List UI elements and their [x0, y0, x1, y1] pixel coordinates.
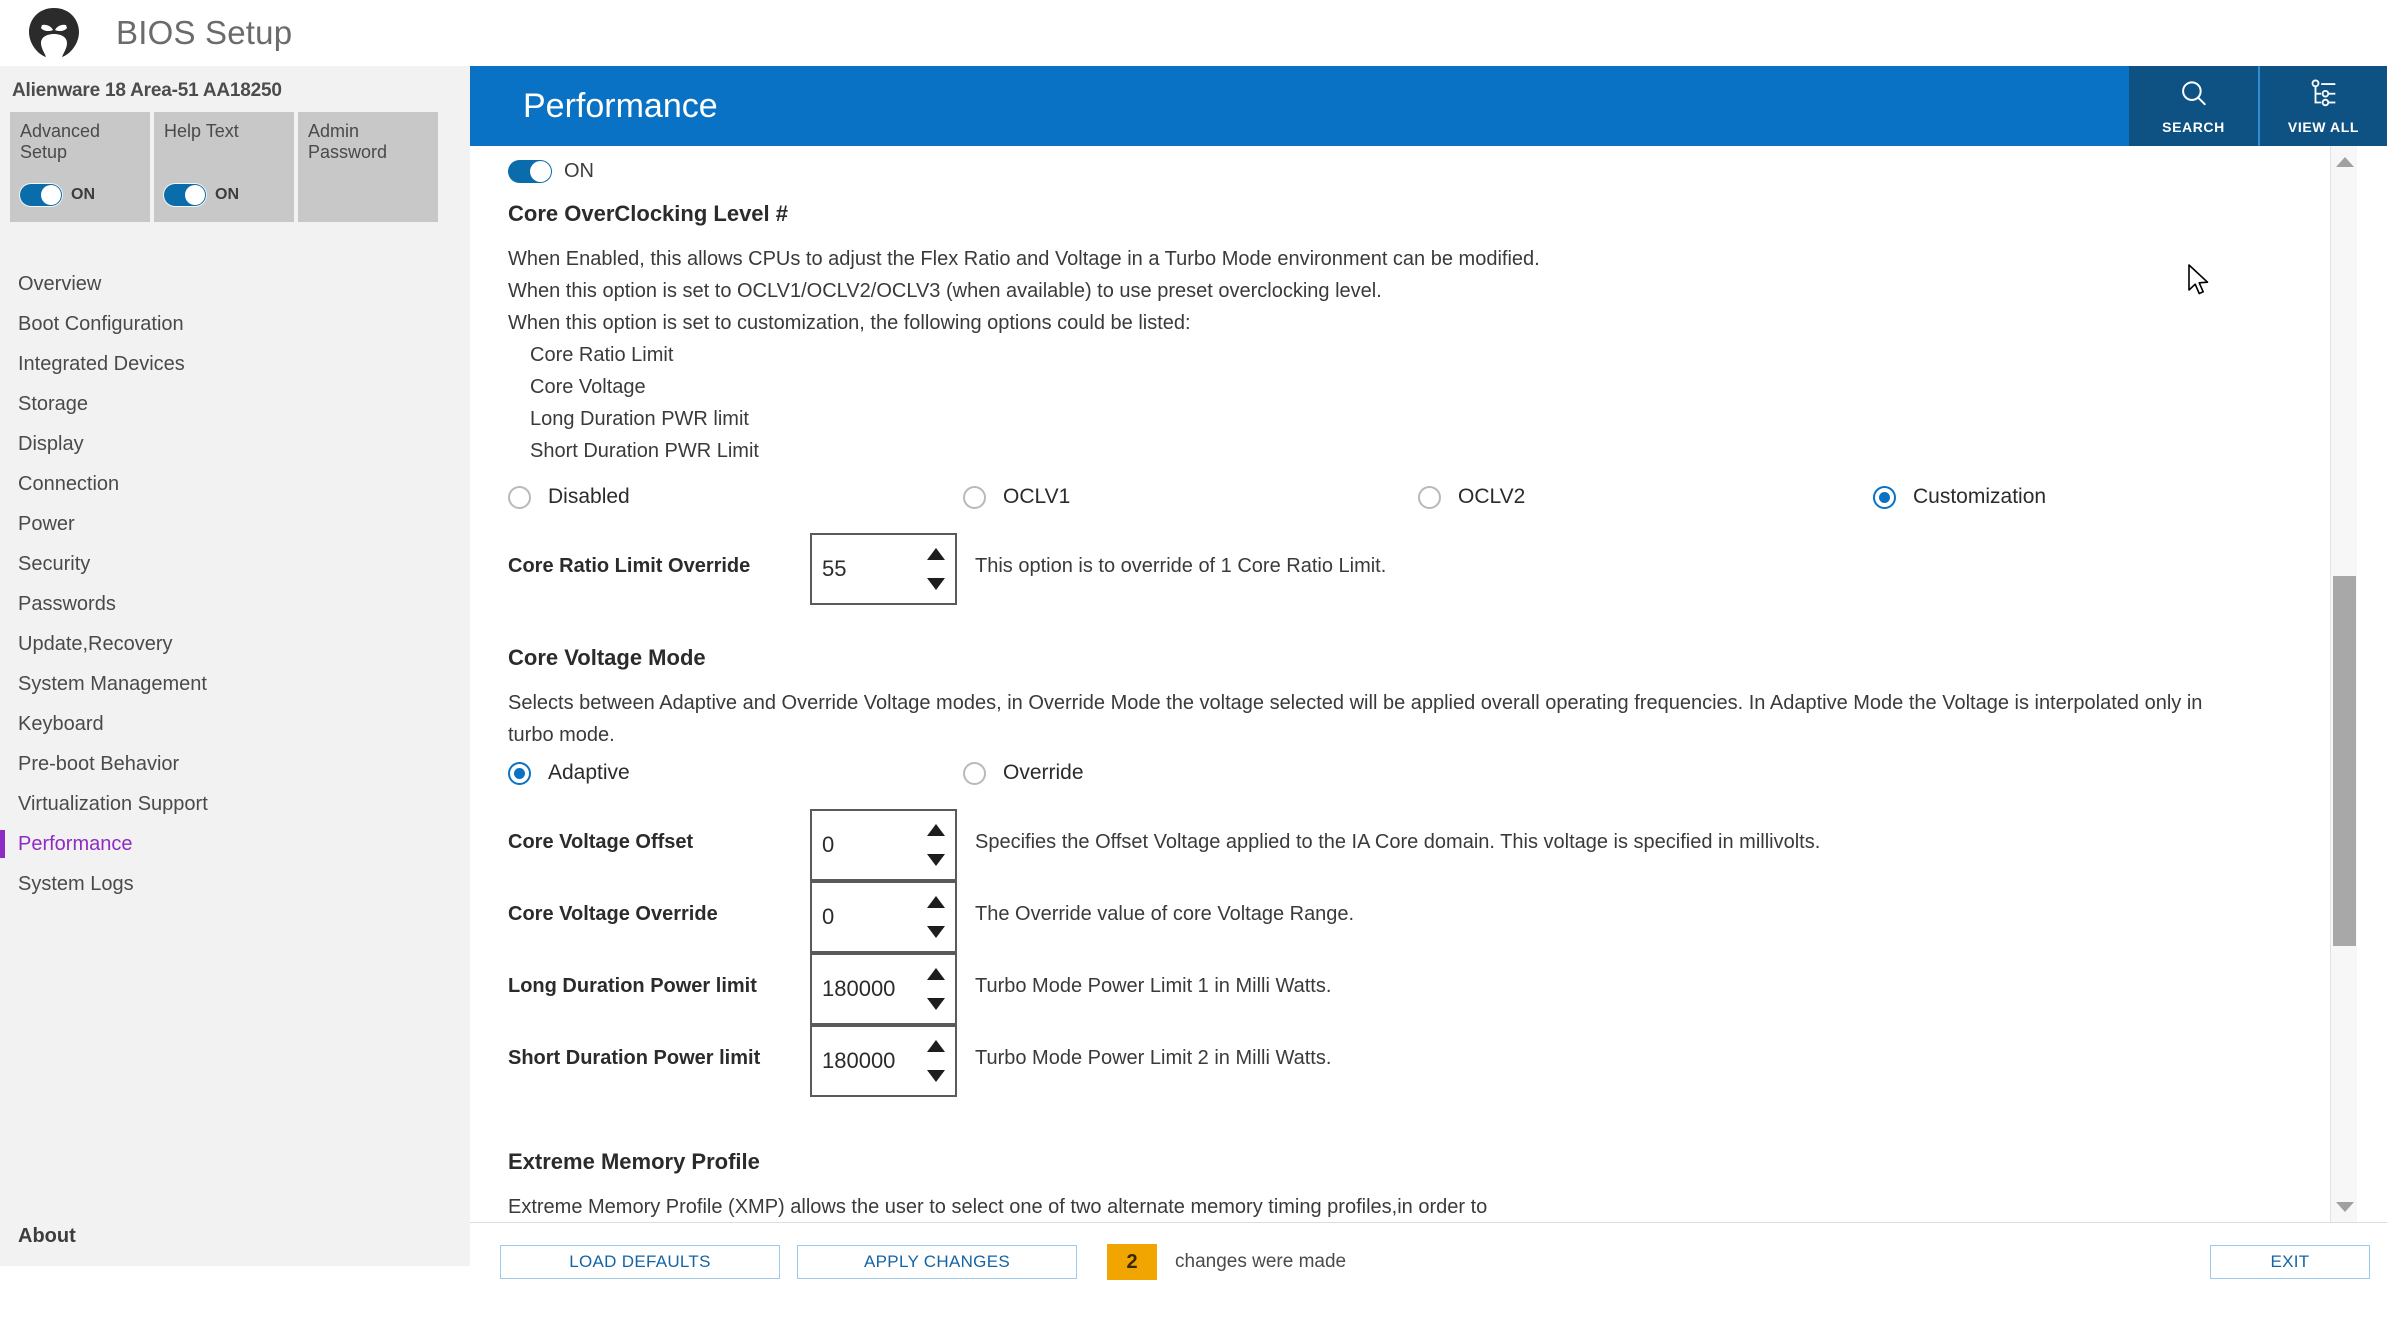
settings-scroll-area	[470, 146, 2330, 1255]
sidebar-item-label: Passwords	[18, 593, 116, 615]
chevron-down-icon	[2336, 1202, 2354, 1212]
hyper-threading-toggle[interactable]	[470, 146, 2330, 183]
sidebar-item-system-management[interactable]	[0, 664, 470, 704]
stepper-increment-icon[interactable]	[927, 824, 945, 836]
long-duration-power-limit-help: Turbo Mode Power Limit 1 in Milli Watts.	[975, 975, 1332, 997]
core-voltage-offset-label: Core Voltage Offset	[508, 831, 694, 853]
view-all-icon	[2307, 77, 2341, 111]
search-button[interactable]	[2129, 66, 2258, 146]
search-button-label: SEARCH	[2162, 119, 2225, 135]
desc-sub-item: Short Duration PWR Limit	[530, 440, 759, 462]
radio-label: Customization	[1913, 485, 2047, 508]
radio-option-disabled[interactable]	[508, 485, 963, 509]
view-all-button[interactable]	[2258, 66, 2387, 146]
desc-line: Extreme Memory Profile (XMP) allows the user to select one of two alternate memory timing profiles,in order to	[508, 1196, 1488, 1218]
sidebar	[0, 66, 470, 1266]
radio-label: Adaptive	[548, 761, 630, 784]
sidebar-item-keyboard[interactable]	[0, 704, 470, 744]
core-voltage-override-stepper[interactable]	[810, 881, 957, 953]
stepper-value[interactable]: 0	[822, 832, 835, 857]
long-duration-power-limit-stepper[interactable]	[810, 953, 957, 1025]
search-icon	[2177, 77, 2211, 111]
core-voltage-mode-description: Selects between Adaptive and Override Voltage modes, in Override Mode the voltage selected will be applied overall operating frequencies. In Adaptive Mode the Voltage is interpolated only in turbo mode.	[508, 692, 2203, 746]
scrollbar-up-button[interactable]	[2331, 148, 2358, 175]
sidebar-item-passwords[interactable]	[0, 584, 470, 624]
desc-line: When this option is set to customization, the following options could be listed:	[508, 312, 1191, 334]
sidebar-item-label: System Management	[18, 673, 207, 695]
radio-option-override[interactable]	[963, 761, 1084, 785]
radio-icon-selected	[508, 762, 531, 785]
toggle-knob	[530, 161, 551, 182]
chevron-up-icon	[2336, 157, 2354, 167]
sidebar-item-label: Pre-boot Behavior	[18, 753, 180, 775]
stepper-decrement-icon[interactable]	[927, 578, 945, 590]
stepper-increment-icon[interactable]	[927, 968, 945, 980]
long-duration-power-limit-label: Long Duration Power limit	[508, 975, 757, 997]
core-voltage-offset-stepper[interactable]	[810, 809, 957, 881]
core-voltage-override-row	[470, 887, 2330, 959]
short-duration-power-limit-help: Turbo Mode Power Limit 2 in Milli Watts.	[975, 1047, 1332, 1069]
stepper-increment-icon[interactable]	[927, 896, 945, 908]
radio-label: Disabled	[548, 485, 630, 508]
load-defaults-button[interactable]: LOAD DEFAULTS	[500, 1245, 780, 1279]
stepper-decrement-icon[interactable]	[927, 926, 945, 938]
core-overclocking-level-radio-group	[470, 467, 2330, 509]
sidebar-item-storage[interactable]	[0, 384, 470, 424]
core-overclocking-description	[470, 227, 2270, 467]
changes-count-badge: 2	[1107, 1244, 1157, 1280]
desc-line: When Enabled, this allows CPUs to adjust the Flex Ratio and Voltage in a Turbo Mode environment can be modified.	[508, 248, 1540, 270]
short-duration-power-limit-label: Short Duration Power limit	[508, 1047, 761, 1069]
core-voltage-offset-help: Specifies the Offset Voltage applied to the IA Core domain. This voltage is specified in millivolts.	[975, 831, 1821, 853]
sidebar-item-power[interactable]	[0, 504, 470, 544]
sidebar-item-virtualization-support[interactable]	[0, 784, 470, 824]
sidebar-item-overview[interactable]	[0, 264, 470, 304]
footer-bar	[470, 1222, 2387, 1343]
extreme-memory-profile-title: Extreme Memory Profile	[508, 1149, 760, 1174]
radio-label: OCLV2	[1458, 485, 1526, 508]
page-title: BIOS Setup	[116, 14, 293, 51]
radio-icon	[508, 486, 531, 509]
short-duration-power-limit-stepper[interactable]	[810, 1025, 957, 1097]
changes-status-text: changes were made	[1175, 1251, 1347, 1272]
help-text-label: Help Text	[164, 121, 239, 141]
advanced-setup-card[interactable]	[10, 112, 150, 222]
sidebar-item-label: Virtualization Support	[18, 793, 208, 815]
sidebar-item-label: Power	[18, 513, 75, 535]
radio-option-oclv2[interactable]	[1418, 485, 1873, 509]
core-voltage-mode-radio-group	[470, 751, 2330, 785]
desc-line: When this option is set to OCLV1/OCLV2/OCLV3 (when available) to use preset overclocking level.	[508, 280, 1382, 302]
sidebar-item-pre-boot-behavior[interactable]	[0, 744, 470, 784]
core-ratio-limit-override-label: Core Ratio Limit Override	[508, 555, 751, 577]
core-voltage-override-label: Core Voltage Override	[508, 903, 718, 925]
toggle-knob	[185, 185, 205, 205]
admin-password-card[interactable]	[298, 112, 438, 222]
short-duration-power-limit-row	[470, 1031, 2330, 1103]
exit-button[interactable]: EXIT	[2210, 1245, 2370, 1279]
sidebar-item-label: Display	[18, 433, 84, 455]
radio-icon-selected	[1873, 486, 1896, 509]
core-ratio-limit-override-help: This option is to override of 1 Core Ratio Limit.	[975, 555, 1387, 577]
toggle-track	[164, 184, 206, 206]
radio-icon	[1418, 486, 1441, 509]
radio-option-oclv1[interactable]	[963, 485, 1418, 509]
advanced-setup-state: ON	[71, 186, 95, 203]
stepper-increment-icon[interactable]	[927, 548, 945, 560]
radio-option-customization[interactable]	[1873, 485, 2046, 509]
radio-icon	[963, 762, 986, 785]
sidebar-item-security[interactable]	[0, 544, 470, 584]
stepper-increment-icon[interactable]	[927, 1040, 945, 1052]
stepper-value[interactable]: 180000	[822, 976, 896, 1001]
desc-sub-item: Core Voltage	[530, 376, 646, 398]
radio-option-adaptive[interactable]	[508, 761, 963, 785]
sidebar-item-label: Connection	[18, 473, 120, 495]
advanced-setup-toggle[interactable]	[20, 184, 95, 206]
core-voltage-override-help: The Override value of core Voltage Range.	[975, 903, 1355, 925]
sidebar-nav	[0, 264, 470, 904]
view-all-button-label: VIEW ALL	[2287, 119, 2360, 135]
stepper-decrement-icon[interactable]	[927, 998, 945, 1010]
sidebar-item-system-logs[interactable]	[0, 864, 470, 904]
settings-panel	[470, 146, 2330, 1222]
radio-icon	[963, 486, 986, 509]
sidebar-item-boot-configuration[interactable]	[0, 304, 470, 344]
sidebar-item-label: Storage	[18, 393, 89, 415]
core-ratio-limit-override-stepper[interactable]	[810, 533, 957, 605]
apply-changes-button[interactable]: APPLY CHANGES	[797, 1245, 1077, 1279]
core-overclocking-title: Core OverClocking Level #	[508, 201, 788, 226]
sidebar-item-label: Integrated Devices	[18, 353, 185, 375]
quick-toggle-cards	[0, 112, 470, 222]
sidebar-item-label: Update,Recovery	[18, 633, 173, 655]
sidebar-item-connection[interactable]	[0, 464, 470, 504]
stepper-decrement-icon[interactable]	[927, 1070, 945, 1082]
stepper-decrement-icon[interactable]	[927, 854, 945, 866]
sidebar-item-integrated-devices[interactable]	[0, 344, 470, 384]
help-text-card[interactable]	[154, 112, 294, 222]
core-voltage-offset-row	[470, 815, 2330, 887]
system-model-label: Alienware 18 Area-51 AA18250	[12, 80, 282, 101]
radio-label: OCLV1	[1003, 485, 1071, 508]
radio-label: Override	[1003, 761, 1084, 784]
header-title: Performance	[523, 86, 718, 125]
top-toggle-state: ON	[564, 160, 594, 182]
title-bar	[0, 0, 2387, 66]
core-voltage-mode-title: Core Voltage Mode	[508, 645, 706, 670]
sidebar-item-update-recovery[interactable]	[0, 624, 470, 664]
toggle-knob	[41, 185, 61, 205]
sidebar-item-about[interactable]: About	[18, 1225, 76, 1247]
page-header	[470, 66, 2387, 146]
core-ratio-limit-override-row	[470, 539, 2330, 611]
stepper-value[interactable]: 180000	[822, 1048, 896, 1073]
toggle-track	[20, 184, 62, 206]
sidebar-item-label: System Logs	[18, 873, 134, 895]
stepper-value[interactable]: 55	[822, 556, 847, 581]
content-scrollbar[interactable]	[2330, 146, 2357, 1222]
desc-sub-item: Core Ratio Limit	[530, 344, 674, 366]
sidebar-item-label: Overview	[18, 273, 102, 295]
sidebar-item-display[interactable]	[0, 424, 470, 464]
alienware-head-icon	[22, 7, 86, 59]
scrollbar-thumb[interactable]	[2333, 576, 2356, 946]
toggle-track	[508, 160, 552, 183]
help-text-toggle[interactable]	[164, 184, 239, 206]
sidebar-item-label: Security	[18, 553, 91, 575]
help-text-state: ON	[215, 186, 239, 203]
desc-sub-item: Long Duration PWR limit	[530, 408, 749, 430]
sidebar-item-label: Keyboard	[18, 713, 104, 735]
admin-password-label: Admin Password	[308, 121, 388, 162]
long-duration-power-limit-row	[470, 959, 2330, 1031]
advanced-setup-label: Advanced Setup	[20, 121, 101, 162]
scrollbar-down-button[interactable]	[2331, 1193, 2358, 1220]
sidebar-item-label: Boot Configuration	[18, 313, 184, 335]
sidebar-item-label: Performance	[18, 833, 133, 855]
stepper-value[interactable]: 0	[822, 904, 835, 929]
sidebar-item-performance[interactable]	[0, 824, 470, 864]
